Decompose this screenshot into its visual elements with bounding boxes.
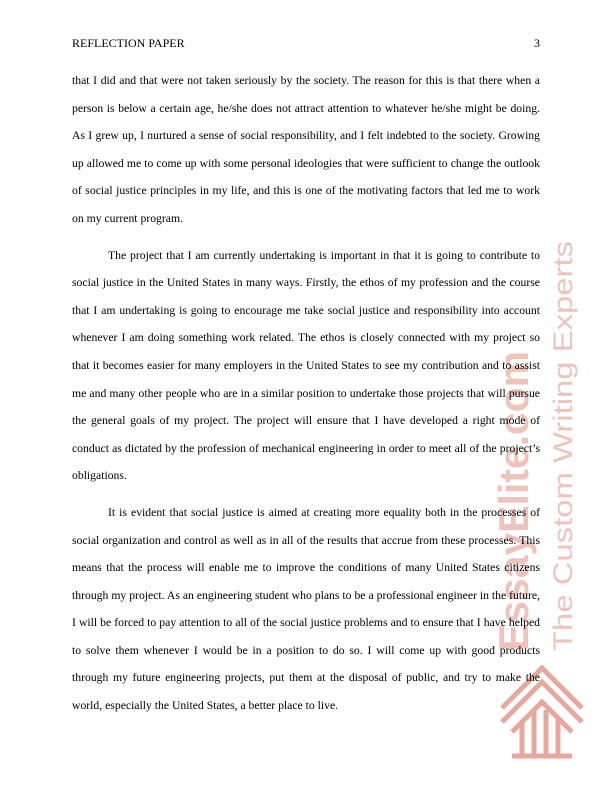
watermark-tagline: The Custom Writing Experts bbox=[548, 313, 578, 651]
running-head: REFLECTION PAPER bbox=[72, 36, 185, 50]
paragraph-2: The project that I am currently undertaking is important in that it is going to contribute to social justice in the United States in many ways. Firstly, the ethos of my profession and the course that I am undertaking is going to encourage me take social justice and responsibility into account whenever I am doing something work related. The ethos is closely connected with my project so that it becomes easier for many employers in the United States to see my contribution and to assist me and many other people who are in a similar position to undertake those projects that will pursue the general goals of my project. The project will ensure that I have developed a right mode of conduct as dictated by the profession of mechanical engineering in order to meet all of the project’s obligations. bbox=[72, 248, 540, 483]
paragraph-1: that I did and that were not taken seriously by the society. The reason for this is that there when a person is below a certain age, he/she does not attract attention to whatever he/she might be doing. As I grew up, I nurtured a sense of social responsibility, and I felt indebted to the society. Growing up allowed me to come up with some personal ideologies that were sufficient to change the outlook of social justice principles in my life, and this is one of the motivating factors that led me to work on my current program. bbox=[72, 74, 540, 225]
paragraph-3: It is evident that social justice is aimed at creating more equality both in the processes of social organization and control as well as in all of the results that accrue from these processes. This means that the process will enable me to improve the conditions of many United States citizens through my project. As an engineering student who plans to be a professional engineer in the future, I will be forced to pay attention to all of the social justice problems and to ensure that I have helped to solve them whenever I would be in a position to do so. I will come up with good products through my future engineering projects, put them at the disposal of public, and try to make the world, especially the United States, a better place to live. bbox=[72, 505, 540, 713]
document-body bbox=[72, 67, 540, 720]
page-number: 3 bbox=[534, 36, 540, 50]
page-header bbox=[72, 36, 540, 52]
watermark-brand: EssayElite.com bbox=[492, 342, 537, 651]
